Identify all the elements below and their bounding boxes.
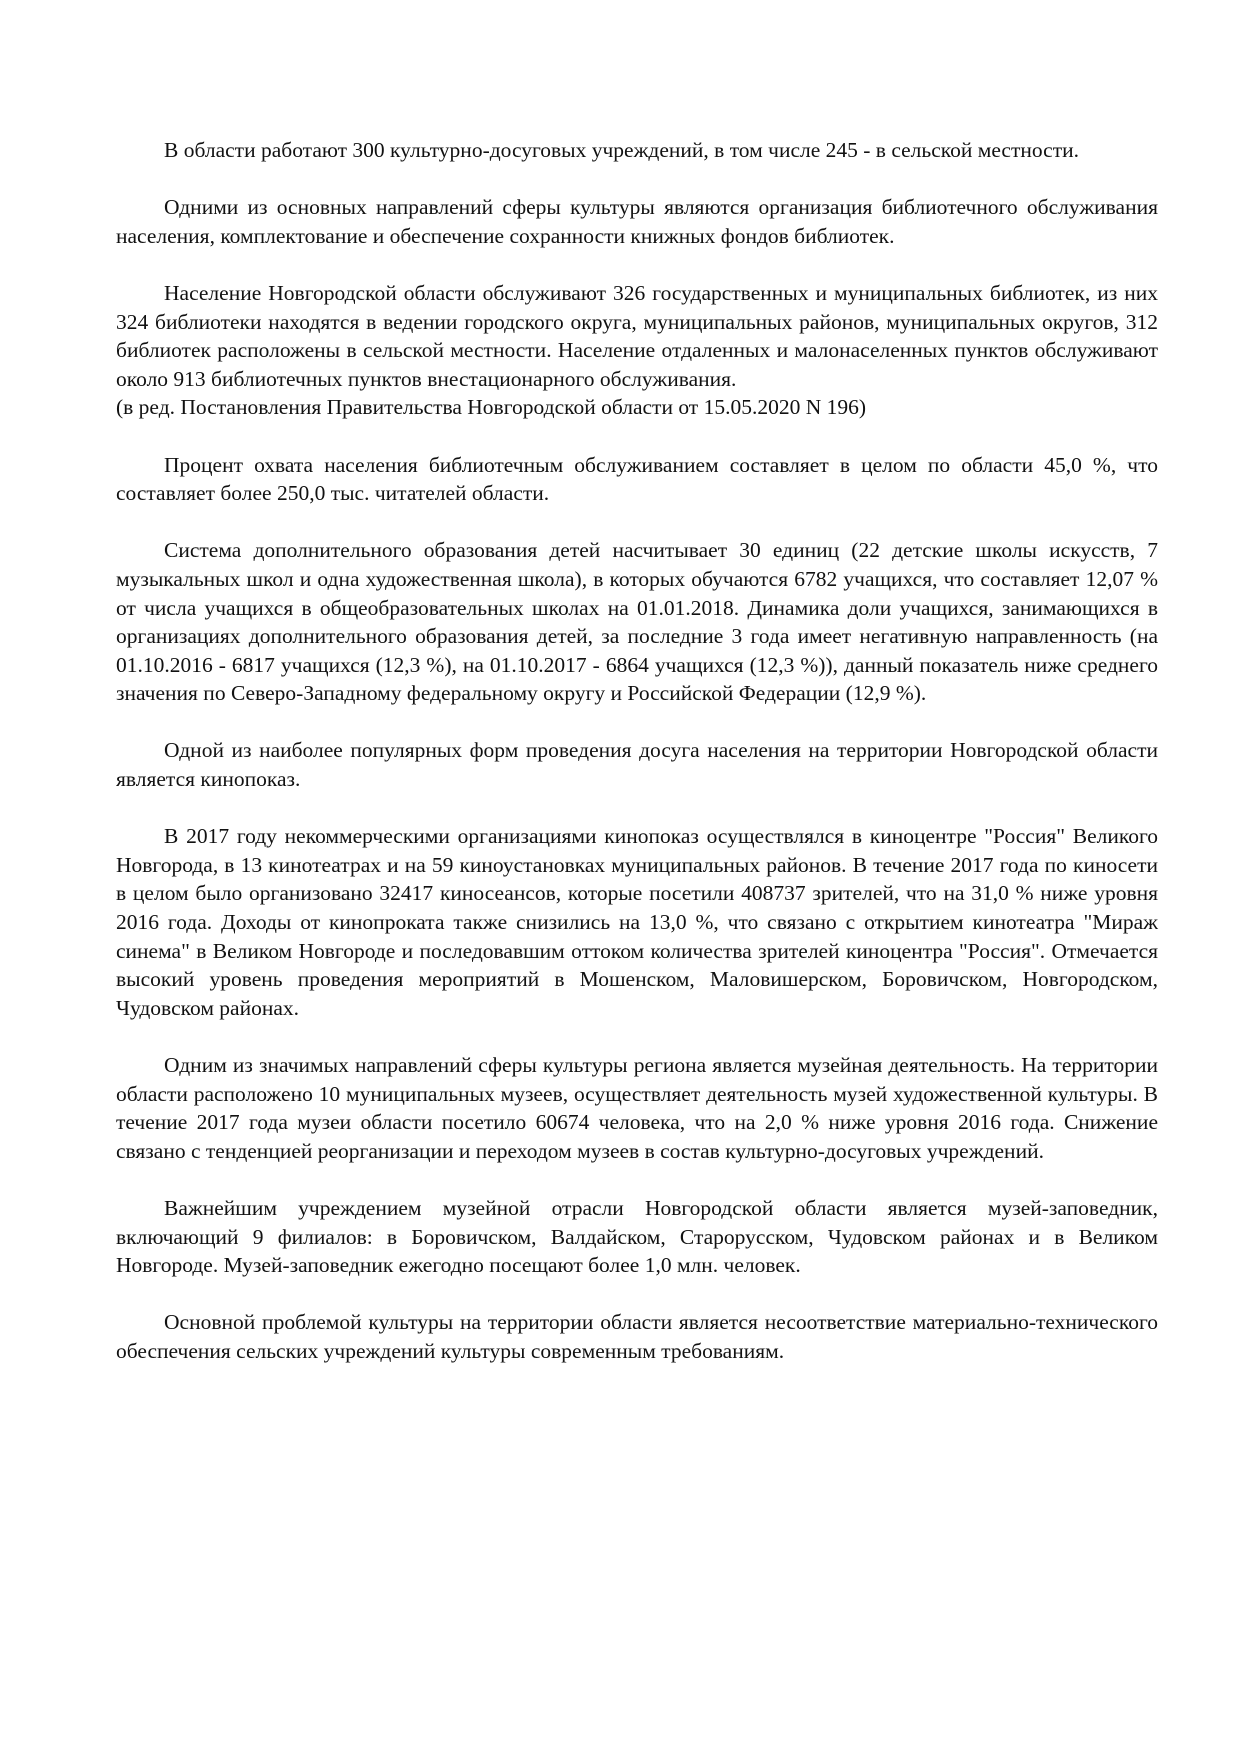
amendment-note: (в ред. Постановления Правительства Новгородской области от 15.05.2020 N 196) xyxy=(116,395,867,420)
paragraph-libraries-count: Население Новгородской области обслуживают 326 государственных и муниципальных библиотек, из них 324 библиотеки находятся в ведении городского округа, муниципальных районов, муниципальных округов, 312 библиотек расположены в сельской местности. Население отдаленных и малонаселенных пунктов обслуживают около 913 библиотечных пунктов внестационарного обслуживания. xyxy=(116,280,1158,391)
paragraph-main-problem: Основной проблемой культуры на территории области является несоответствие материально-технического обеспечения сельских учреждений культуры современным требованиям. xyxy=(116,1310,1158,1363)
paragraph-cinema-2017: В 2017 году некоммерческими организациями кинопоказ осуществлялся в киноцентре "Россия" Великого Новгорода, в 13 кинотеатрах и на 59 киноустановках муниципальных районов. В течение 2017 года по киносети в целом было организовано 32417 киносеансов, которые посетили 408737 зрителей, что на 31,0 % ниже уровня 2016 года. Доходы от кинопроката также снизились на 13,0 %, что связано с открытием кинотеатра "Мираж синема" в Великом Новгороде и последовавшим оттоком количества зрителей киноцентра "Россия". Отмечается высокий уровень проведения мероприятий в Мошенском, Маловишерском, Боровичском, Новгородском, Чудовском районах. xyxy=(116,824,1158,1020)
paragraph-cultural-institutions: В области работают 300 культурно-досуговых учреждений, в том числе 245 - в сельской местности. xyxy=(164,138,1079,162)
paragraph-museum-reserve: Важнейшим учреждением музейной отрасли Новгородской области является музей-заповедник, включающий 9 филиалов: в Боровичском, Валдайском, Старорусском, Чудовском районах и в Великом Новгороде. Музей-заповедник ежегодно посещают более 1,0 млн. человек. xyxy=(116,1195,1158,1278)
paragraph-museum-activity: Одним из значимых направлений сферы культуры региона является музейная деятельность. На территории области расположено 10 муниципальных музеев, осуществляет деятельность музей художественной культуры. В течение 2017 года музеи области посетило 60674 человека, что на 2,0 % ниже уровня 2016 года. Снижение связано с тенденцией реорганизации и переходом музеев в состав культурно-досуговых учреждений. xyxy=(116,1053,1158,1163)
paragraph-library-directions: Одними из основных направлений сферы культуры являются организация библиотечного обслуживания населения, комплектование и обеспечение сохранности книжных фондов библиотек. xyxy=(116,195,1158,248)
paragraph-cinema-popularity: Одной из наиболее популярных форм проведения досуга населения на территории Новгородской области является кинопоказ. xyxy=(116,738,1158,792)
paragraph-additional-education: Система дополнительного образования детей насчитывает 30 единиц (22 детские школы искусств, 7 музыкальных школ и одна художественная школа), в которых обучаются 6782 учащихся, что составляет 12,07 % от числа учащихся в общеобразовательных школах на 01.01.2018. Динамика доли учащихся, занимающихся в организациях дополнительного образования детей, за последние 3 года имеет негативную направленность (на 01.10.2016 - 6817 учащихся (12,3 %), на 01.10.2017 - 6864 учащихся (12,3 %)), данный показатель ниже среднего значения по Северо-Западному федеральному округу и Российской Федерации (12,9 %). xyxy=(116,538,1158,706)
document-page xyxy=(116,136,1158,1394)
paragraph-library-coverage: Процент охвата населения библиотечным обслуживанием составляет в целом по области 45,0 %, что составляет более 250,0 тыс. читателей области. xyxy=(116,452,1158,506)
